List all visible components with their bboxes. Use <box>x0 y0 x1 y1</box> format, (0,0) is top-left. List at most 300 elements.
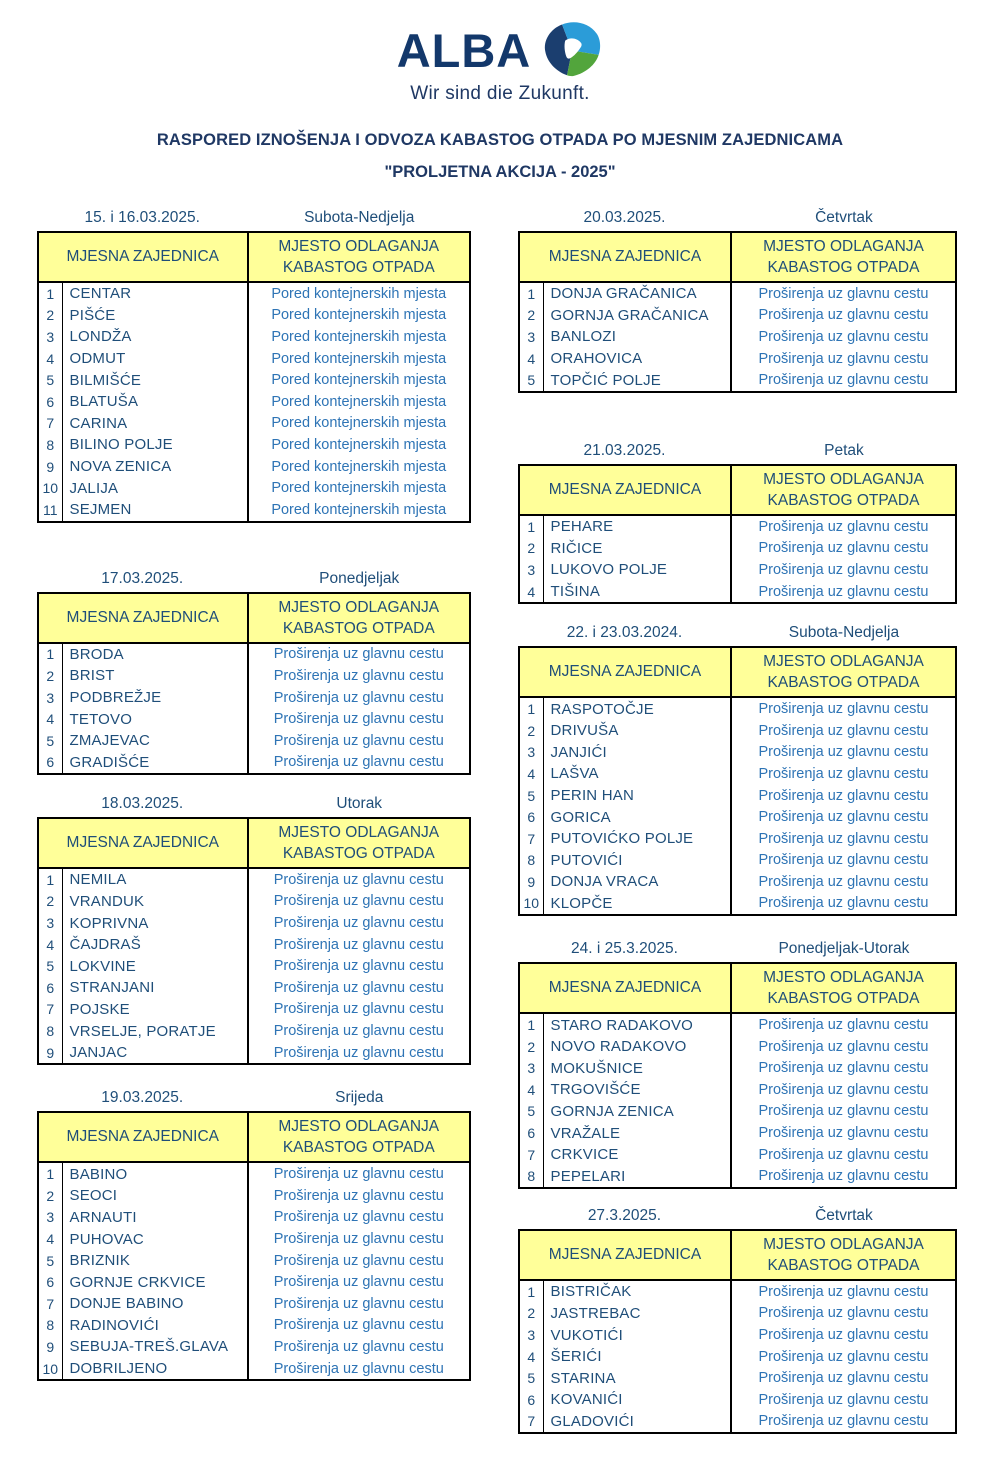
row-number: 3 <box>38 326 62 348</box>
table-row <box>519 720 956 742</box>
row-number: 3 <box>519 1057 543 1079</box>
community-name: JALIJA <box>62 477 248 499</box>
disposal-place: Proširenja uz glavnu cestu <box>758 1370 929 1387</box>
column-header-disposal <box>731 963 956 1013</box>
disposal-place: Proširenja uz glavnu cestu <box>273 1023 444 1040</box>
disposal-place: Proširenja uz glavnu cestu <box>758 1391 929 1408</box>
disposal-place: Proširenja uz glavnu cestu <box>273 646 444 663</box>
row-number: 4 <box>519 1079 543 1101</box>
disposal-place: Pored kontejnerskih mjesta <box>271 307 447 324</box>
row-number: 2 <box>519 305 543 327</box>
table-row <box>519 1079 956 1101</box>
row-number: 6 <box>38 977 62 999</box>
community-name: GLADOVIĆI <box>543 1411 731 1434</box>
disposal-header-line1: MJESTO ODLAGANJA <box>278 1118 440 1136</box>
table-row <box>38 1020 470 1042</box>
community-name: LOKVINE <box>62 955 248 977</box>
community-name: NEMILA <box>62 868 248 891</box>
table-row <box>38 1336 470 1358</box>
schedule-block <box>37 205 471 523</box>
row-number: 5 <box>38 955 62 977</box>
row-number: 3 <box>38 687 62 709</box>
table-row <box>519 1165 956 1188</box>
table-row <box>519 1280 956 1303</box>
table-row <box>38 391 470 413</box>
table-row <box>519 326 956 348</box>
community-name: PODBREŽJE <box>62 687 248 709</box>
disposal-header-line2: KABASTOG OTPADA <box>282 619 435 637</box>
row-number: 7 <box>519 1144 543 1166</box>
table-row <box>519 697 956 720</box>
disposal-place: Proširenja uz glavnu cestu <box>758 1305 929 1322</box>
column-header-disposal <box>248 232 470 282</box>
community-name: GORNJA GRAČANICA <box>543 305 731 327</box>
column-header-community: MJESNA ZAJEDNICA <box>519 465 731 515</box>
table-row <box>519 581 956 604</box>
disposal-place: Proširenja uz glavnu cestu <box>758 744 929 761</box>
table-row <box>519 785 956 807</box>
table-row <box>519 559 956 581</box>
disposal-place: Proširenja uz glavnu cestu <box>273 936 444 953</box>
row-number: 7 <box>519 1411 543 1434</box>
column-header-disposal <box>731 647 956 697</box>
table-row <box>38 1271 470 1293</box>
table-caption-row <box>37 566 471 592</box>
table-row <box>519 1346 956 1368</box>
table-row <box>38 1358 470 1381</box>
row-number: 3 <box>38 1207 62 1229</box>
disposal-place: Proširenja uz glavnu cestu <box>273 871 444 888</box>
table-row <box>519 1057 956 1079</box>
table-caption-row <box>37 791 471 817</box>
schedule-block <box>37 1085 471 1381</box>
table-row <box>38 477 470 499</box>
table-row <box>38 955 470 977</box>
brand-tagline: Wir sind die Zukunft. <box>410 83 590 104</box>
row-number: 6 <box>519 806 543 828</box>
disposal-place: Pored kontejnerskih mjesta <box>271 415 447 432</box>
table-date: 17.03.2025. <box>101 569 184 587</box>
row-number: 9 <box>38 1042 62 1065</box>
table-date: 20.03.2025. <box>583 209 666 226</box>
table-row <box>38 1293 470 1315</box>
table-row <box>38 1042 470 1065</box>
row-number: 2 <box>38 665 62 687</box>
community-name: PIŠĆE <box>62 305 248 327</box>
disposal-place: Pored kontejnerskih mjesta <box>271 350 447 367</box>
community-name: TIŠINA <box>543 581 731 604</box>
community-name: LAŠVA <box>543 763 731 785</box>
community-name: GORICA <box>543 806 731 828</box>
community-name: BRODA <box>62 643 248 666</box>
row-number: 10 <box>38 477 62 499</box>
row-number: 3 <box>519 559 543 581</box>
row-number: 5 <box>519 1101 543 1123</box>
row-number: 4 <box>519 763 543 785</box>
community-name: ODMUT <box>62 348 248 370</box>
schedule-table <box>518 962 957 1189</box>
table-row <box>519 1013 956 1036</box>
schedule-table <box>37 592 471 776</box>
brand-header <box>0 22 1000 105</box>
column-header-disposal <box>248 593 470 643</box>
schedule-block <box>518 205 957 393</box>
disposal-place: Proširenja uz glavnu cestu <box>273 915 444 932</box>
table-row <box>519 1303 956 1325</box>
disposal-header-line2: KABASTOG OTPADA <box>767 491 920 509</box>
disposal-header-line1: MJESTO ODLAGANJA <box>763 470 924 488</box>
disposal-place: Pored kontejnerskih mjesta <box>271 501 447 518</box>
table-row <box>519 871 956 893</box>
row-number: 7 <box>38 999 62 1021</box>
community-name: ORAHOVICA <box>543 348 731 370</box>
disposal-place: Proširenja uz glavnu cestu <box>273 1252 444 1269</box>
table-row <box>38 348 470 370</box>
header-row <box>38 593 470 643</box>
community-name: ČAJDRAŠ <box>62 934 248 956</box>
table-row <box>519 1389 956 1411</box>
disposal-header-line2: KABASTOG OTPADA <box>767 674 920 692</box>
table-row <box>38 752 470 775</box>
disposal-place: Proširenja uz glavnu cestu <box>758 701 929 718</box>
community-name: ARNAUTI <box>62 1207 248 1229</box>
table-row <box>38 912 470 934</box>
row-number: 5 <box>38 1250 62 1272</box>
community-name: PEHARE <box>543 515 731 538</box>
column-header-community: MJESNA ZAJEDNICA <box>519 963 731 1013</box>
column-header-community: MJESNA ZAJEDNICA <box>519 1230 731 1280</box>
community-name: TRGOVIŠĆE <box>543 1079 731 1101</box>
row-number: 5 <box>519 369 543 392</box>
row-number: 6 <box>38 1271 62 1293</box>
row-number: 6 <box>38 752 62 775</box>
column-header-community: MJESNA ZAJEDNICA <box>38 1112 248 1162</box>
disposal-place: Proširenja uz glavnu cestu <box>273 1338 444 1355</box>
table-row <box>519 1324 956 1346</box>
schedule-table <box>37 231 471 523</box>
row-number: 2 <box>519 1036 543 1058</box>
schedule-table <box>518 464 957 604</box>
table-date: 19.03.2025. <box>101 1089 184 1107</box>
table-caption-row <box>518 620 957 646</box>
disposal-place: Proširenja uz glavnu cestu <box>273 1317 444 1334</box>
community-name: NOVA ZENICA <box>62 456 248 478</box>
table-date: 24. i 25.3.2025. <box>571 940 678 958</box>
disposal-place: Proširenja uz glavnu cestu <box>273 979 444 996</box>
disposal-place: Proširenja uz glavnu cestu <box>758 518 929 535</box>
schedule-block <box>37 566 471 776</box>
community-name: PUTOVIĆI <box>543 850 731 872</box>
community-name: GRADIŠĆE <box>62 752 248 775</box>
table-row <box>38 977 470 999</box>
table-row <box>38 1315 470 1337</box>
community-name: CARINA <box>62 413 248 435</box>
disposal-header-line1: MJESTO ODLAGANJA <box>763 969 924 987</box>
disposal-header-line1: MJESTO ODLAGANJA <box>278 824 440 842</box>
disposal-place: Proširenja uz glavnu cestu <box>273 711 444 728</box>
community-name: DONJA GRAČANICA <box>543 282 731 305</box>
table-row <box>38 868 470 891</box>
header-row <box>519 232 956 282</box>
table-caption-row <box>37 1085 471 1111</box>
community-name: NOVO RADAKOVO <box>543 1036 731 1058</box>
header-row <box>519 647 956 697</box>
community-name: JANJAC <box>62 1042 248 1065</box>
disposal-header-line1: MJESTO ODLAGANJA <box>763 238 924 255</box>
row-number: 7 <box>38 413 62 435</box>
column-header-disposal <box>248 818 470 868</box>
table-caption-row <box>518 1203 957 1229</box>
header-row <box>519 465 956 515</box>
community-name: CRKVICE <box>543 1144 731 1166</box>
community-name: PEPELARI <box>543 1165 731 1188</box>
schedule-table <box>37 817 471 1065</box>
row-number: 8 <box>519 1165 543 1188</box>
disposal-header-line2: KABASTOG OTPADA <box>767 259 920 276</box>
disposal-place: Proširenja uz glavnu cestu <box>273 689 444 706</box>
table-day: Petak <box>824 441 864 459</box>
disposal-header-line1: MJESTO ODLAGANJA <box>278 598 440 616</box>
header-row <box>38 818 470 868</box>
row-number: 1 <box>519 1013 543 1036</box>
disposal-header-line2: KABASTOG OTPADA <box>282 259 435 276</box>
community-name: SEBUJA-TREŠ.GLAVA <box>62 1336 248 1358</box>
table-date: 15. i 16.03.2025. <box>84 209 200 226</box>
row-number: 1 <box>519 697 543 720</box>
disposal-place: Proširenja uz glavnu cestu <box>758 1413 929 1430</box>
row-number: 1 <box>38 868 62 891</box>
row-number: 4 <box>38 934 62 956</box>
community-name: DONJA VRACA <box>543 871 731 893</box>
table-row <box>519 828 956 850</box>
row-number: 6 <box>519 1122 543 1144</box>
disposal-place: Proširenja uz glavnu cestu <box>273 1360 444 1377</box>
community-name: STARO RADAKOVO <box>543 1013 731 1036</box>
row-number: 3 <box>38 912 62 934</box>
disposal-place: Proširenja uz glavnu cestu <box>758 1146 929 1163</box>
community-name: STRANJANI <box>62 977 248 999</box>
disposal-place: Pored kontejnerskih mjesta <box>271 285 447 302</box>
table-row <box>38 1207 470 1229</box>
disposal-place: Proširenja uz glavnu cestu <box>758 561 929 578</box>
schedule-block <box>518 438 957 604</box>
community-name: CENTAR <box>62 282 248 305</box>
row-number: 2 <box>519 538 543 560</box>
disposal-place: Proširenja uz glavnu cestu <box>273 1187 444 1204</box>
community-name: KLOPČE <box>543 893 731 916</box>
row-number: 2 <box>519 1303 543 1325</box>
table-row <box>519 348 956 370</box>
disposal-place: Proširenja uz glavnu cestu <box>758 809 929 826</box>
disposal-place: Proširenja uz glavnu cestu <box>758 1283 929 1300</box>
community-name: KOPRIVNA <box>62 912 248 934</box>
disposal-header-line2: KABASTOG OTPADA <box>767 1257 920 1275</box>
table-date: 22. i 23.03.2024. <box>566 624 683 642</box>
table-row <box>519 1122 956 1144</box>
table-day: Ponedjeljak-Utorak <box>778 940 910 958</box>
disposal-place: Proširenja uz glavnu cestu <box>273 1001 444 1018</box>
community-name: JASTREBAC <box>543 1303 731 1325</box>
community-name: DONJE BABINO <box>62 1293 248 1315</box>
disposal-place: Proširenja uz glavnu cestu <box>758 1081 929 1098</box>
row-number: 7 <box>519 828 543 850</box>
community-name: PUTOVIĆKO POLJE <box>543 828 731 850</box>
schedule-table <box>518 231 957 393</box>
disposal-place: Proširenja uz glavnu cestu <box>758 1038 929 1055</box>
table-row <box>519 742 956 764</box>
row-number: 9 <box>38 456 62 478</box>
row-number: 1 <box>38 643 62 666</box>
disposal-place: Proširenja uz glavnu cestu <box>758 787 929 804</box>
community-name: BLATUŠA <box>62 391 248 413</box>
table-row <box>38 456 470 478</box>
table-row <box>519 515 956 538</box>
column-header-community: MJESNA ZAJEDNICA <box>519 647 731 697</box>
disposal-place: Proširenja uz glavnu cestu <box>758 372 929 389</box>
table-row <box>519 806 956 828</box>
row-number: 1 <box>38 1162 62 1185</box>
logo <box>397 22 604 79</box>
community-name: TETOVO <box>62 708 248 730</box>
row-number: 5 <box>38 369 62 391</box>
row-number: 11 <box>38 499 62 522</box>
disposal-place: Proširenja uz glavnu cestu <box>758 765 929 782</box>
schedule-table <box>518 646 957 916</box>
table-row <box>38 1162 470 1185</box>
row-number: 8 <box>38 434 62 456</box>
disposal-place: Proširenja uz glavnu cestu <box>273 1166 444 1183</box>
table-row <box>519 850 956 872</box>
disposal-place: Proširenja uz glavnu cestu <box>273 754 444 771</box>
disposal-place: Proširenja uz glavnu cestu <box>758 328 929 345</box>
community-name: TOPČIĆ POLJE <box>543 369 731 392</box>
table-row <box>519 1411 956 1434</box>
row-number: 8 <box>38 1315 62 1337</box>
disposal-place: Pored kontejnerskih mjesta <box>271 436 447 453</box>
row-number: 3 <box>519 742 543 764</box>
table-row <box>519 1144 956 1166</box>
disposal-place: Proširenja uz glavnu cestu <box>758 895 929 912</box>
row-number: 4 <box>38 708 62 730</box>
community-name: VRAŽALE <box>543 1122 731 1144</box>
table-day: Subota-Nedjelja <box>304 209 415 226</box>
community-name: BILMIŠĆE <box>62 369 248 391</box>
schedule-table <box>37 1111 471 1381</box>
table-day: Subota-Nedjelja <box>788 624 900 642</box>
community-name: VUKOTIĆI <box>543 1324 731 1346</box>
table-date: 27.3.2025. <box>587 1207 662 1225</box>
table-row <box>519 1036 956 1058</box>
community-name: LONDŽA <box>62 326 248 348</box>
community-name: JANJIĆI <box>543 742 731 764</box>
disposal-place: Proširenja uz glavnu cestu <box>758 873 929 890</box>
community-name: SEJMEN <box>62 499 248 522</box>
community-name: ZMAJEVAC <box>62 730 248 752</box>
community-name: BRIST <box>62 665 248 687</box>
community-name: SEOCI <box>62 1185 248 1207</box>
table-row <box>38 999 470 1021</box>
row-number: 1 <box>38 282 62 305</box>
disposal-place: Pored kontejnerskih mjesta <box>271 372 447 389</box>
table-row <box>519 538 956 560</box>
header-row <box>519 963 956 1013</box>
community-name: PUHOVAC <box>62 1228 248 1250</box>
disposal-header-line1: MJESTO ODLAGANJA <box>763 653 924 671</box>
disposal-place: Proširenja uz glavnu cestu <box>758 540 929 557</box>
community-name: MOKUŠNICE <box>543 1057 731 1079</box>
table-row <box>38 665 470 687</box>
row-number: 1 <box>519 1280 543 1303</box>
disposal-place: Proširenja uz glavnu cestu <box>273 1231 444 1248</box>
row-number: 3 <box>519 326 543 348</box>
disposal-header-line2: KABASTOG OTPADA <box>767 990 920 1008</box>
schedule-table <box>518 1229 957 1434</box>
disposal-place: Proširenja uz glavnu cestu <box>758 285 929 302</box>
community-name: DRIVUŠA <box>543 720 731 742</box>
column-header-community: MJESNA ZAJEDNICA <box>519 232 731 282</box>
community-name: VRSELJE, PORATJE <box>62 1020 248 1042</box>
table-caption-row <box>518 438 957 464</box>
disposal-place: Pored kontejnerskih mjesta <box>271 328 447 345</box>
row-number: 8 <box>519 850 543 872</box>
column-right <box>518 205 957 1434</box>
disposal-place: Proširenja uz glavnu cestu <box>758 1060 929 1077</box>
community-name: RADINOVIĆI <box>62 1315 248 1337</box>
row-number: 3 <box>519 1324 543 1346</box>
table-day: Četvrtak <box>815 1207 873 1225</box>
community-name: KOVANIĆI <box>543 1389 731 1411</box>
disposal-place: Proširenja uz glavnu cestu <box>273 1274 444 1291</box>
table-row <box>519 369 956 392</box>
table-row <box>519 305 956 327</box>
column-header-disposal <box>248 1112 470 1162</box>
community-name: PERIN HAN <box>543 785 731 807</box>
table-row <box>38 326 470 348</box>
table-row <box>38 282 470 305</box>
disposal-header-line1: MJESTO ODLAGANJA <box>278 238 440 255</box>
row-number: 9 <box>519 871 543 893</box>
row-number: 4 <box>519 581 543 604</box>
table-row <box>38 708 470 730</box>
schedule-block <box>37 791 471 1065</box>
table-row <box>519 763 956 785</box>
community-name: BISTRIČAK <box>543 1280 731 1303</box>
community-name: GORNJE CRKVICE <box>62 1271 248 1293</box>
community-name: BABINO <box>62 1162 248 1185</box>
table-row <box>38 1250 470 1272</box>
column-header-community: MJESNA ZAJEDNICA <box>38 593 248 643</box>
table-caption-row <box>518 205 957 231</box>
disposal-header-line2: KABASTOG OTPADA <box>282 845 435 863</box>
row-number: 8 <box>38 1020 62 1042</box>
table-row <box>519 1367 956 1389</box>
disposal-place: Proširenja uz glavnu cestu <box>273 1295 444 1312</box>
community-name: LUKOVO POLJE <box>543 559 731 581</box>
table-row <box>38 434 470 456</box>
header-row <box>519 1230 956 1280</box>
row-number: 4 <box>38 1228 62 1250</box>
table-date: 21.03.2025. <box>583 441 666 459</box>
community-name: DOBRILJENO <box>62 1358 248 1381</box>
disposal-place: Pored kontejnerskih mjesta <box>271 458 447 475</box>
community-name: STARINA <box>543 1367 731 1389</box>
community-name: RASPOTOČJE <box>543 697 731 720</box>
table-day: Utorak <box>336 795 383 813</box>
schedule-block <box>518 1203 957 1434</box>
disposal-place: Proširenja uz glavnu cestu <box>758 1327 929 1344</box>
disposal-place: Proširenja uz glavnu cestu <box>758 1168 929 1185</box>
table-row <box>38 305 470 327</box>
